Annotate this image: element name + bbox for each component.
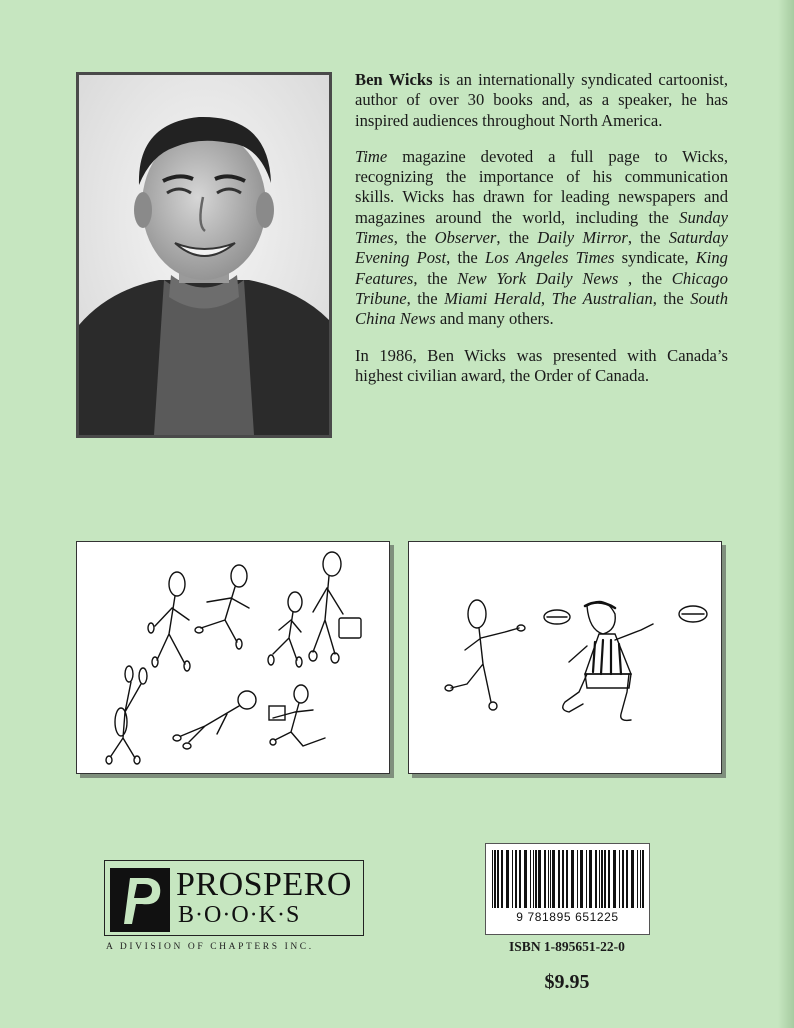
football-players-drawing [409, 542, 721, 773]
publisher-logo [104, 860, 366, 938]
barcode-bar [566, 850, 568, 908]
barcode-bar [604, 850, 606, 908]
barcode-bar [515, 850, 517, 908]
barcode-bars [486, 844, 649, 910]
author-name: Ben Wicks [355, 70, 433, 89]
bio-paragraph-2: Time magazine devoted a full page to Wicks, recognizing the importance of his communication skills. Wicks has drawn for leading newspapers and magazines around the world, including the Sunday Times, the Observer, the Daily Mirror, the Saturday Evening Post, the Los Angeles Times syndicate, King Features, the New York Daily News , the Chicago Tribune, the Miami Herald, The Australian, the South China News and many others. [355, 146, 728, 329]
barcode-bar [530, 850, 531, 908]
prospero-p-icon [110, 868, 170, 932]
barcode-bar [562, 850, 564, 908]
barcode-bar [619, 850, 620, 908]
barcode-bar [497, 850, 499, 908]
barcode-bar [571, 850, 574, 908]
barcode [485, 843, 650, 935]
barcode-bar [589, 850, 592, 908]
barcode-bar [640, 850, 641, 908]
publisher-tagline: A DIVISION OF CHAPTERS INC. [106, 942, 314, 952]
barcode-bar [599, 850, 600, 908]
cartoon-panel-football [408, 541, 722, 774]
author-bio [355, 70, 728, 402]
barcode-bar [577, 850, 578, 908]
publisher-name: PROSPERO [176, 866, 352, 903]
publisher-books: B·O·O·K·S [178, 902, 301, 928]
barcode-bar [580, 850, 583, 908]
barcode-bar [544, 850, 546, 908]
author-photo [79, 75, 329, 435]
bio-paragraph-1: Ben Wicks is an internationally syndicated cartoonist, author of over 30 books and, as a speaker, he has inspired audiences throughout North America. [355, 70, 728, 130]
barcode-bar [558, 850, 560, 908]
barcode-bar [622, 850, 624, 908]
barcode-bar [550, 850, 551, 908]
barcode-bar [492, 850, 493, 908]
barcode-bar [586, 850, 587, 908]
barcode-bar [552, 850, 555, 908]
barcode-bar [519, 850, 521, 908]
author-photo-frame [76, 72, 332, 438]
barcode-bar [538, 850, 541, 908]
barcode-bar [501, 850, 503, 908]
author-portrait-illustration [79, 75, 329, 435]
barcode-bar [512, 850, 513, 908]
barcode-bar [506, 850, 509, 908]
barcode-bar [642, 850, 644, 908]
barcode-bar [601, 850, 603, 908]
barcode-bar [524, 850, 527, 908]
barcode-bar [595, 850, 597, 908]
bio-paragraph-3: In 1986, Ben Wicks was presented with Canada’s highest civilian award, the Order of Canada. [355, 345, 728, 385]
cartoon-panel-stick-figures [76, 541, 390, 774]
cover-spine-edge [778, 0, 794, 1028]
stick-figures-drawing [77, 542, 389, 773]
barcode-bar [613, 850, 616, 908]
barcode-bar [626, 850, 628, 908]
barcode-bar [494, 850, 496, 908]
barcode-bar [535, 850, 537, 908]
barcode-number: 9 781895 651225 [516, 910, 619, 924]
barcode-bar [533, 850, 534, 908]
barcode-bar [608, 850, 610, 908]
barcode-bar [637, 850, 638, 908]
barcode-bar [548, 850, 549, 908]
isbn: ISBN 1-895651-22-0 [509, 939, 625, 954]
price: $9.95 [544, 971, 590, 993]
publication-time: Time [355, 146, 388, 166]
barcode-bar [631, 850, 634, 908]
